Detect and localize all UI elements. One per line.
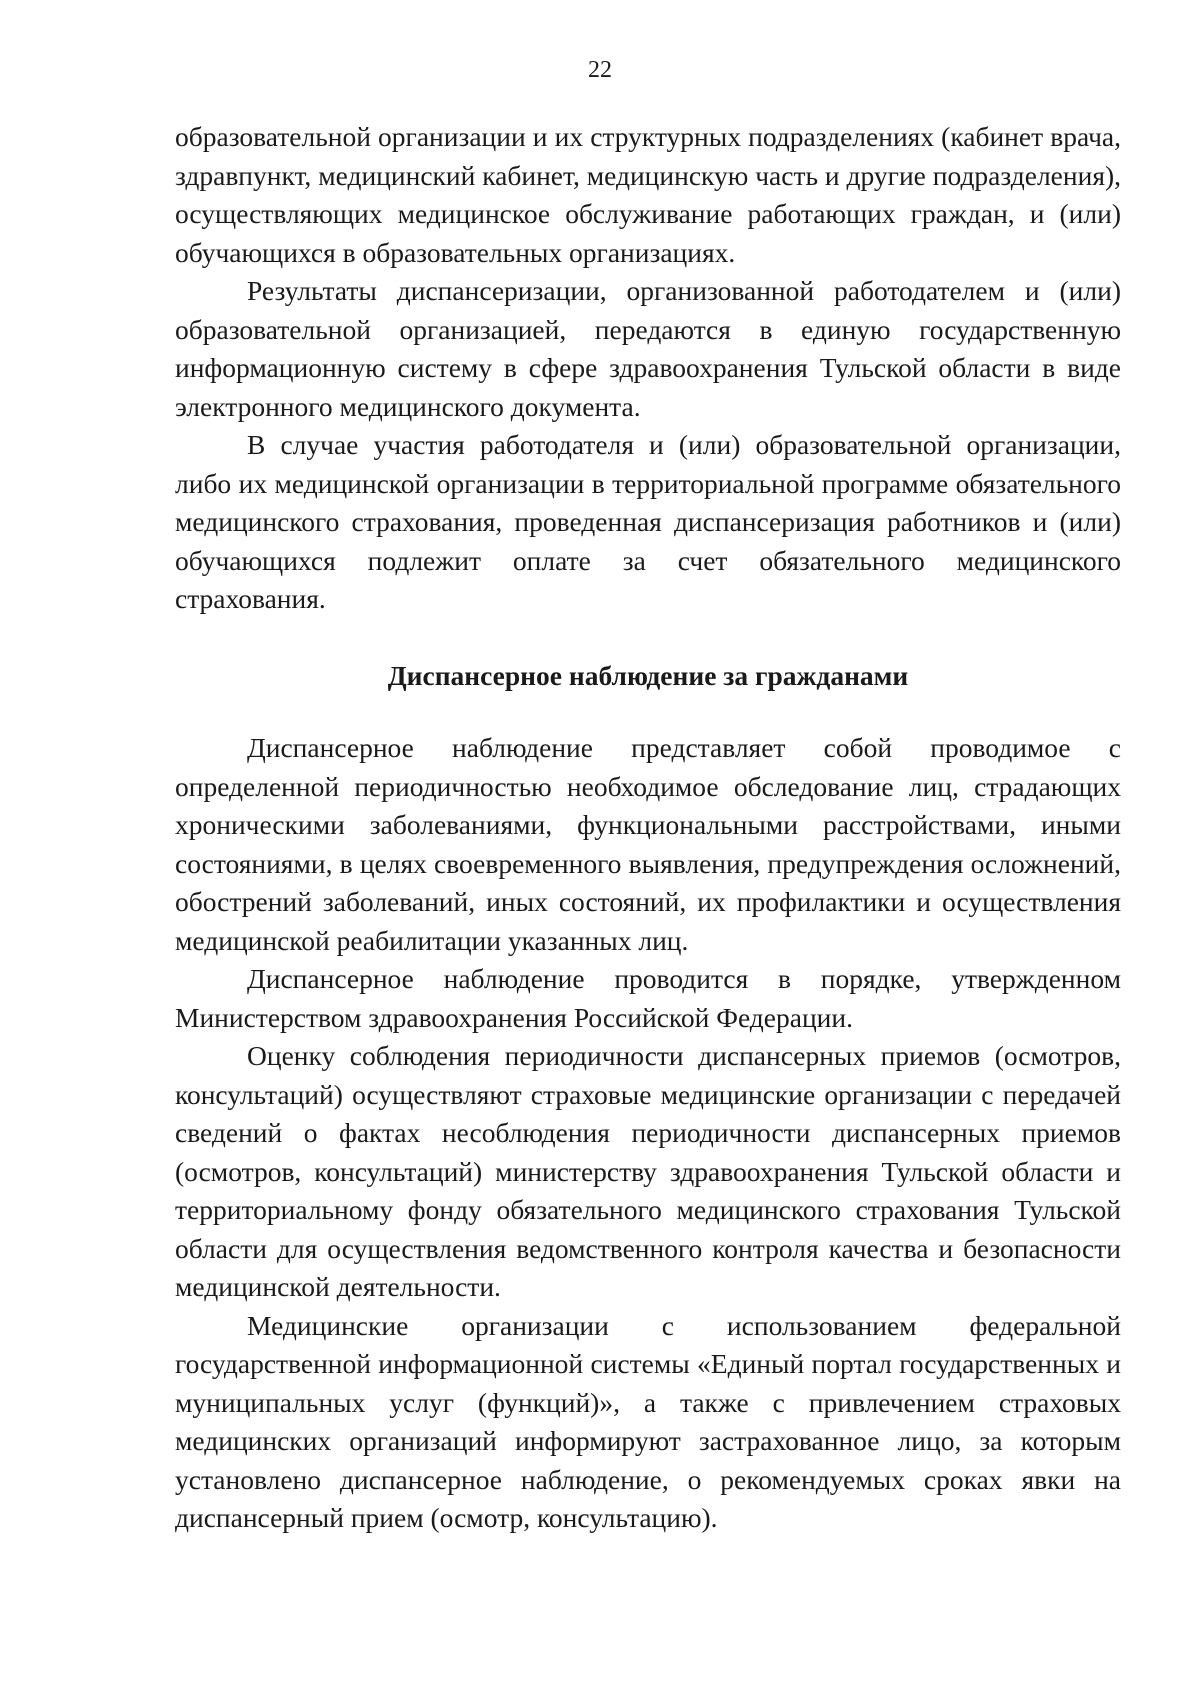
- paragraph-payment: В случае участия работодателя и (или) образовательной организации, либо их медицинской организации в территориальной программе обязательного медицинского страхования, проведенная диспансеризация работников и (или) обучающихся подлежит оплате за счет обязательного медицинского страхования.: [175, 429, 1121, 614]
- page-number: 22: [588, 57, 612, 83]
- paragraph-dispensary-results: Результаты диспансеризации, организованной работодателем и (или) образовательной организацией, передаются в единую государственную информационную систему в сфере здравоохранения Тульской области в виде электронного медицинского документа.: [175, 275, 1121, 422]
- paragraph-notification: Медицинские организации с использованием федеральной государственной информационной системы «Единый портал государственных и муниципальных услуг (функций)», а также с привлечением страховых медицинских организаций информируют застрахованное лицо, за которым установлено диспансерное наблюдение, о рекомендуемых сроках явки на диспансерный прием (осмотр, консультацию).: [175, 1309, 1121, 1533]
- paragraph-definition: Диспансерное наблюдение представляет собой проводимое с определенной периодичностью необходимое обследование лиц, страдающих хроническими заболеваниями, функциональными расстройствами, иными состояниями, в целях своевременного выявления, предупреждения осложнений, обострений заболеваний, иных состояний, их профилактики и осуществления медицинской реабилитации указанных лиц.: [175, 732, 1121, 956]
- paragraph-assessment: Оценку соблюдения периодичности диспансерных приемов (осмотров, консультаций) осуществляют страховые медицинские организации с передачей сведений о фактах несоблюдения периодичности диспансерных приемов (осмотров, консультаций) министерству здравоохранения Тульской области и территориальному фонду обязательного медицинского страхования Тульской области для осуществления ведомственного контроля качества и безопасности медицинской деятельности.: [175, 1040, 1121, 1302]
- section-heading: Диспансерное наблюдение за гражданами: [387, 659, 909, 691]
- document-body: [175, 118, 1121, 1538]
- paragraph-procedure: Диспансерное наблюдение проводится в порядке, утвержденном Министерством здравоохранения Российской Федерации.: [175, 963, 1121, 1033]
- paragraph-continuation: образовательной организации и их структурных подразделениях (кабинет врача, здравпункт, медицинский кабинет, медицинскую часть и другие подразделения), осуществляющих медицинское обслуживание работающих граждан, и (или) обучающихся в образовательных организациях.: [175, 121, 1121, 268]
